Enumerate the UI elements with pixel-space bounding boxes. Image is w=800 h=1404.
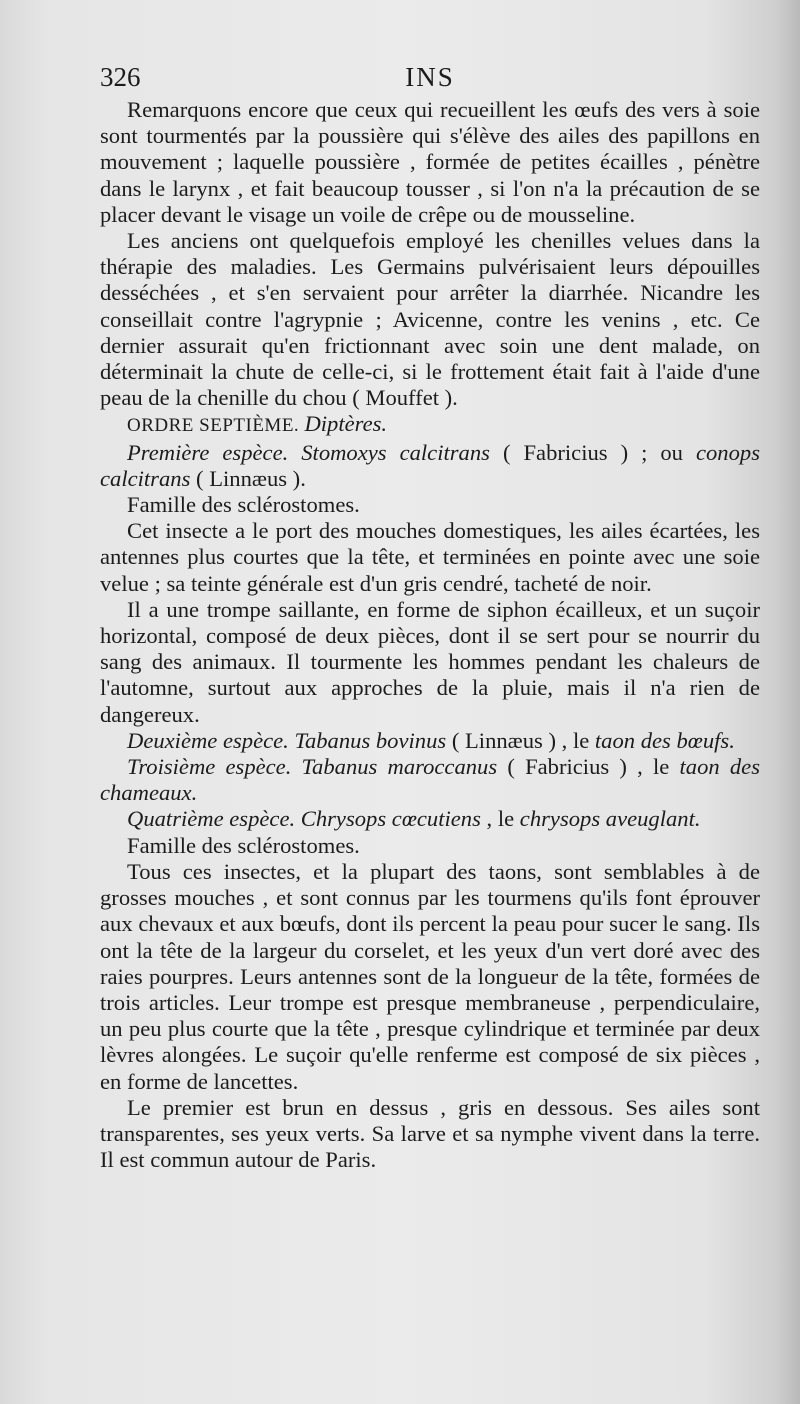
species-heading: [100, 806, 760, 832]
page-header: [100, 62, 760, 98]
species-name: conops calcitrans: [100, 439, 760, 491]
species-heading: [100, 728, 760, 754]
species-name: chrysops aveuglant.: [519, 806, 701, 832]
running-head: INS: [405, 62, 455, 92]
species-name: taon des bœufs.: [594, 727, 735, 753]
paragraph: Les anciens ont quelquefois employé les chenilles velues dans la thérapie des maladies. Les Germains pulvérisaient leurs dépouilles desséchées , et s'en servaient pour arrêter la diarrhée. Nicandre les conseillait contre l'agrypnie ; Avicenne, contre les venins , etc. Ce dernier assurait qu'en frictionnant avec soin une dent malade, on déterminait la chute de celle-ci, si le frottement était fait à l'aide d'une peau de la chenille du chou ( Mouffet ).: [100, 228, 760, 411]
paragraph: Famille des sclérostomes.: [127, 492, 360, 518]
species-name: Quatrième espèce. Chrysops cœcutiens: [127, 806, 481, 832]
species-authority: ( Fabricius ) , le: [497, 754, 680, 780]
order-label: ORDRE SEPTIÈME.: [127, 415, 305, 437]
order-heading: [100, 411, 760, 439]
body-text: [100, 97, 760, 1173]
species-authority: ( Linnæus ).: [190, 465, 306, 491]
species-authority: ( Fabricius ) ; ou: [489, 439, 696, 465]
paragraph: Tous ces insectes, et la plupart des taons, sont semblables à de grosses mouches , et sont connus par les tourmens qu'ils font éprouver aux chevaux et aux bœufs, dont ils percent la peau pour sucer le sang. Ils ont la tête de la largeur du corselet, et les yeux d'un vert doré avec des raies pourpres. Leurs antennes sont de la longueur de la tête, formées de trois articles. Leur trompe est presque membraneuse , perpendiculaire, un peu plus courte que la tête , presque cylindrique et terminée par deux lèvres alongées. Le suçoir qu'elle renferme est composé de six pièces , en forme de lancettes.: [100, 858, 760, 1094]
species-name: Troisième espèce. Tabanus maroccanus: [127, 754, 498, 780]
species-heading: [100, 440, 760, 492]
species-name: Deuxième espèce. Tabanus bovinus: [127, 727, 447, 753]
species-heading: [100, 754, 760, 806]
species-name: Première espèce. Stomoxys calcitrans: [127, 439, 490, 465]
paragraph: Le premier est brun en dessus , gris en dessous. Ses ailes sont transparentes, ses yeux verts. Sa larve et sa nymphe vivent dans la terre. Il est commun autour de Paris.: [100, 1094, 760, 1173]
paragraph: Remarquons encore que ceux qui recueillent les œufs des vers à soie sont tourmentés par la poussière qui s'élève des ailes des papillons en mouvement ; laquelle poussière , formée de petites écailles , pénètre dans le larynx , et fait beaucoup tousser , si l'on n'a la précaution de se placer devant le visage un voile de crêpe ou de mousseline.: [100, 97, 760, 227]
paragraph: Famille des sclérostomes.: [127, 832, 360, 858]
species-name: taon des chameaux.: [100, 754, 760, 806]
paragraph: Il a une trompe saillante, en forme de siphon écailleux, et un suçoir horizontal, composé de deux pièces, dont il se sert pour se nourrir du sang des animaux. Il tourmente les hommes pendant les chaleurs de l'automne, surtout aux approches de la pluie, mais il n'a rien de dangereux.: [100, 596, 760, 727]
species-authority: ( Linnæus ) , le: [446, 727, 595, 753]
page-number: 326: [100, 62, 141, 92]
paragraph: Cet insecte a le port des mouches domestiques, les ailes écartées, les antennes plus courtes que la tête, et terminées en pointe avec une soie velue ; sa teinte générale est d'un gris cendré, tacheté de noir.: [100, 518, 760, 596]
order-name: Diptères.: [304, 411, 388, 437]
species-authority: , le: [480, 806, 520, 832]
